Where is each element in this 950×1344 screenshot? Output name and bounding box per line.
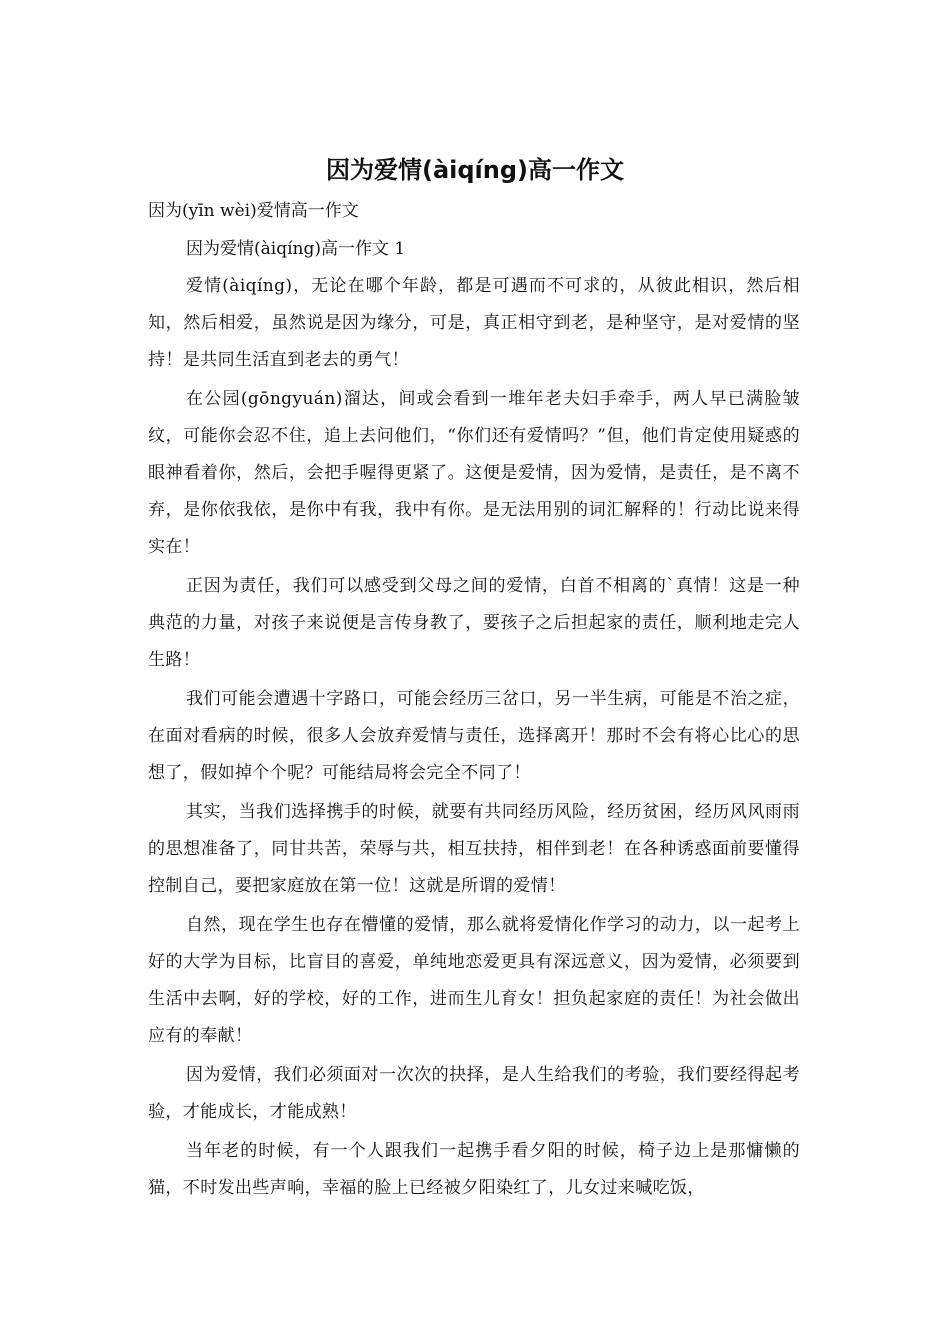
section-heading: 因为爱情(àiqíng)高一作文 1 xyxy=(186,239,406,259)
paragraph-8: 当年老的时候，有一个人跟我们一起携手看夕阳的时候，椅子边上是那慵懒的猫，不时发出些声响，幸福的脸上已经被夕阳染红了，儿女过来喊吃饭， xyxy=(148,1141,800,1198)
paragraph-3: 正因为责任，我们可以感受到父母之间的爱情，白首不相离的`真情！这是一种典范的力量，对孩子来说便是言传身教了，要孩子之后担起家的责任，顺利地走完人生路！ xyxy=(148,576,800,670)
paragraph-2: 在公园(gōngyuán)溜达，间或会看到一堆年老夫妇手牵手，两人早已满脸皱纹，可能你会忍不住，追上去问他们，“你们还有爱情吗？”但，他们肯定使用疑惑的眼神看着你，然后，会把手喔得更紧了。这便是爱情，因为爱情，是责任，是不离不弃，是你依我依，是你中有我，我中有你。是无法用别的词汇解释的！行动比说来得实在！ xyxy=(148,389,800,557)
paragraph-7: 因为爱情，我们必须面对一次次的抉择，是人生给我们的考验，我们要经得起考验，才能成长，才能成熟！ xyxy=(148,1065,800,1122)
paragraph-1: 爱情(àiqíng)，无论在哪个年龄，都是可遇而不可求的，从彼此相识，然后相知，然后相爱，虽然说是因为缘分，可是，真正相守到老，是种坚守，是对爱情的坚持！是共同生活直到老去的勇气！ xyxy=(148,276,800,370)
paragraph-6: 自然，现在学生也存在懵懂的爱情，那么就将爱情化作学习的动力，以一起考上好的大学为目标，比盲目的喜爱，单纯地恋爱更具有深远意义，因为爱情，必须要到生活中去啊，好的学校，好的工作，进而生儿育女！担负起家庭的责任！为社会做出应有的奉献！ xyxy=(148,915,800,1046)
paragraph-4: 我们可能会遭遇十字路口，可能会经历三岔口，另一半生病，可能是不治之症，在面对看病的时候，很多人会放弃爱情与责任，选择离开！那时不会有将心比心的思想了，假如掉个个呢？可能结局将会完全不同了！ xyxy=(148,689,800,783)
body-text xyxy=(148,268,800,1209)
document-subtitle: 因为(yīn wèi)爱情高一作文 xyxy=(148,201,359,221)
paragraph-5: 其实，当我们选择携手的时候，就要有共同经历风险，经历贫困，经历风风雨雨的思想准备了，同甘共苦，荣辱与共，相互扶持，相伴到老！在各种诱惑面前要懂得控制自己，要把家庭放在第一位！这就是所谓的爱情！ xyxy=(148,802,800,896)
page-title: 因为爱情(àiqíng)高一作文 xyxy=(325,156,625,184)
